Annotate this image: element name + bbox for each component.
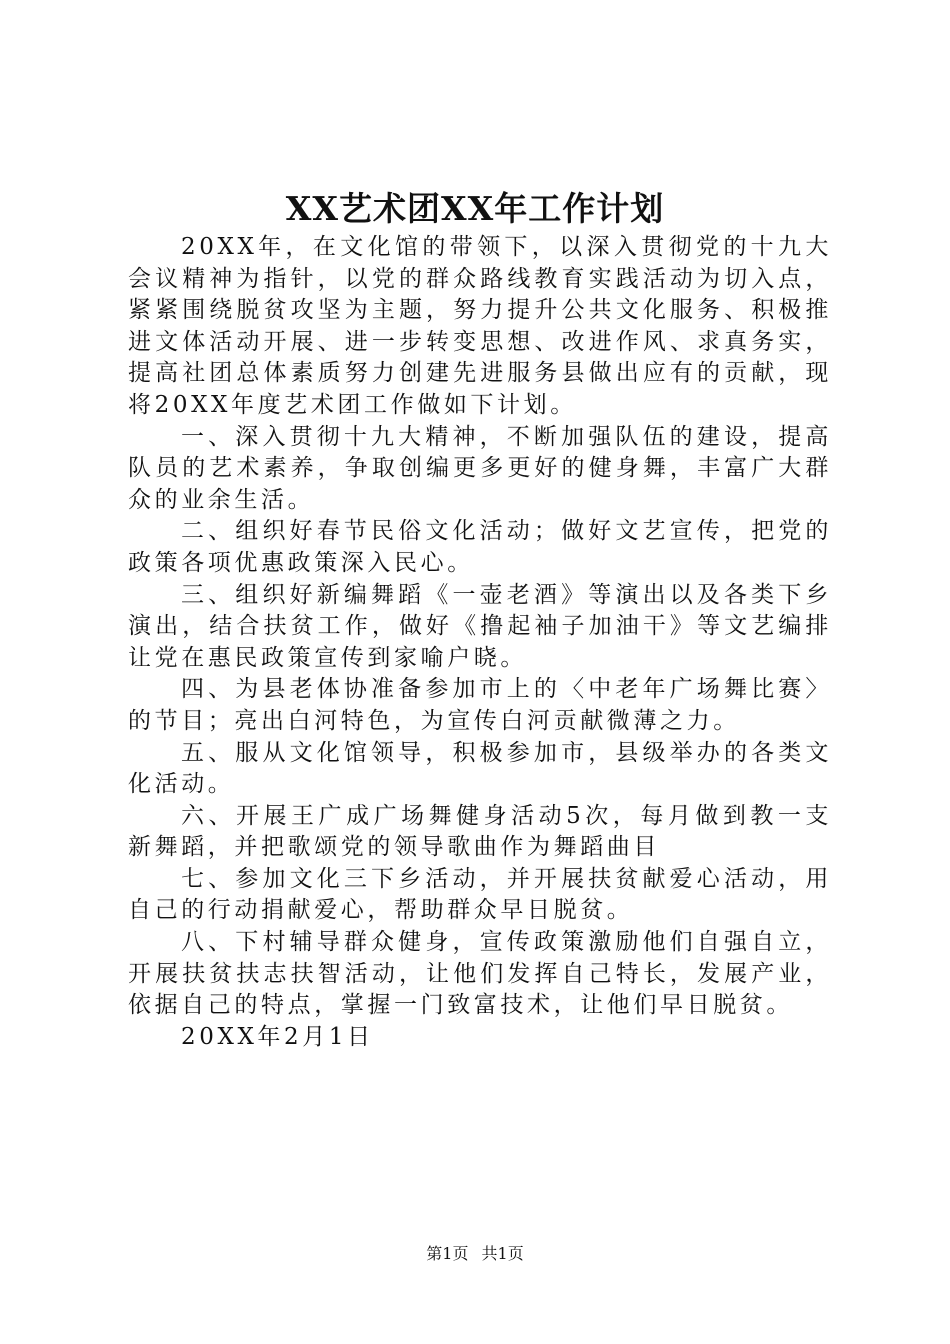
- page-number: 第1页: [426, 1244, 469, 1263]
- paragraph-item-5: 五、服从文化馆领导，积极参加市，县级举办的各类文化活动。: [128, 739, 832, 798]
- paragraph-item-8: 八、下村辅导群众健身，宣传政策激励他们自强自立，开展扶贫扶志扶智活动，让他们发挥自己特长，发展产业，依据自己的特点，掌握一门致富技术，让他们早日脱贫。: [128, 929, 832, 1019]
- document-title: XX艺术团XX年工作计划: [285, 189, 665, 228]
- paragraph-item-4: 四、为县老体协准备参加市上的〈中老年广场舞比赛〉的节目；亮出白河特色，为宣传白河贡献微薄之力。: [128, 676, 832, 734]
- paragraph-item-7: 七、参加文化三下乡活动，并开展扶贫献爱心活动，用自己的行动捐献爱心，帮助群众早日脱贫。: [128, 865, 832, 924]
- page-footer: [0, 1242, 950, 1266]
- paragraph-item-6: 六、开展王广成广场舞健身活动5次，每月做到教一支新舞蹈，并把歌颂党的领导歌曲作为舞蹈曲目: [128, 802, 832, 861]
- paragraph-intro: 20XX年，在文化馆的带领下，以深入贯彻党的十九大会议精神为指针，以党的群众路线教育实践活动为切入点，紧紧围绕脱贫攻坚为主题，努力提升公共文化服务、积极推进文体活动开展、进一步转变思想、改进作风、求真务实，提高社团总体素质努力创建先进服务县做出应有的贡献，现将20XX年度艺术团工作做如下计划。: [128, 234, 832, 418]
- document-body: [128, 232, 832, 1053]
- paragraph-item-3: 三、组织好新编舞蹈《一壶老酒》等演出以及各类下乡演出，结合扶贫工作，做好《撸起袖子加油干》等文艺编排让党在惠民政策宣传到家喻户晓。: [128, 581, 832, 671]
- paragraph-item-1: 一、深入贯彻十九大精神，不断加强队伍的建设，提高队员的艺术素养，争取创编更多更好的健身舞，丰富广大群众的业余生活。: [128, 423, 832, 513]
- page-total: 共1页: [481, 1244, 524, 1263]
- document-date: 20XX年2月1日: [181, 1023, 374, 1050]
- paragraph-item-2: 二、组织好春节民俗文化活动；做好文艺宣传，把党的政策各项优惠政策深入民心。: [128, 518, 832, 576]
